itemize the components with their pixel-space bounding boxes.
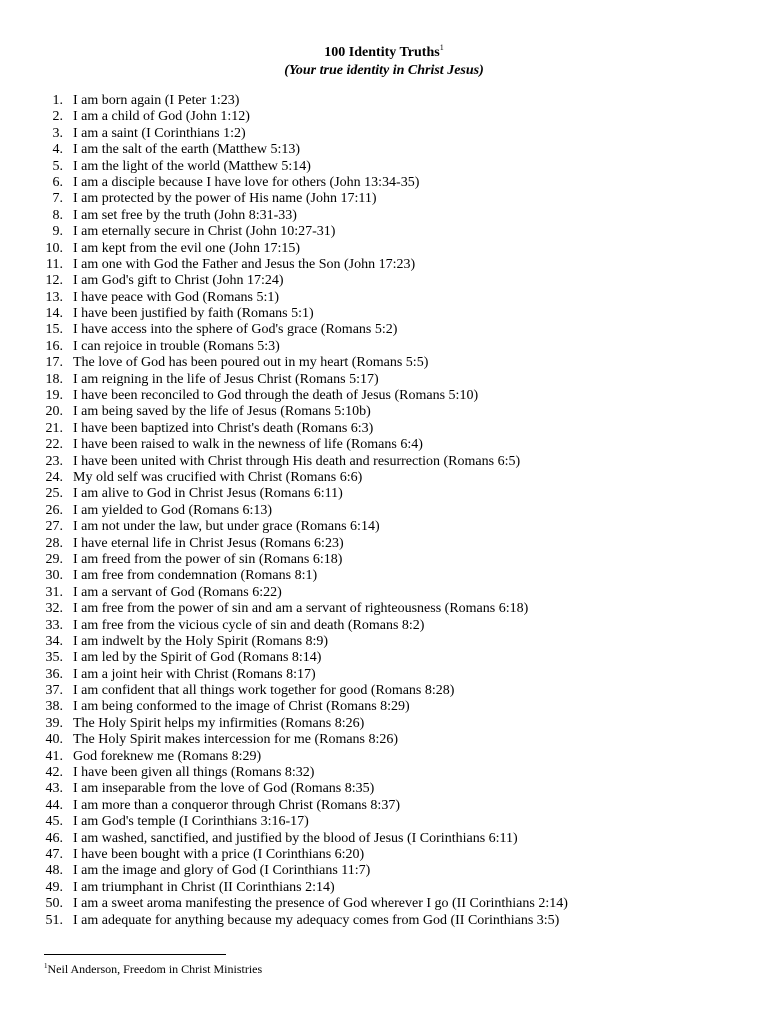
item-number: 36. [45, 666, 63, 682]
item-number: 29. [45, 551, 63, 567]
list-item [0, 585, 768, 601]
item-text: I have been given all things (Romans 8:32) [73, 765, 315, 781]
list-item [0, 618, 768, 634]
item-text: The Holy Spirit makes intercession for me (Romans 8:26) [73, 732, 399, 748]
item-text: I have been baptized into Christ's death (Romans 6:3) [73, 420, 374, 436]
item-number: 41. [45, 748, 63, 764]
item-number: 5. [52, 158, 63, 174]
item-text: I am yielded to God (Romans 6:13) [73, 502, 273, 518]
item-number: 38. [45, 699, 63, 715]
list-item [0, 568, 768, 584]
item-text: I have been bought with a price (I Corinthians 6:20) [73, 846, 365, 862]
item-number: 27. [45, 519, 63, 535]
footnote [44, 961, 262, 977]
list-item [0, 93, 768, 109]
list-item [0, 913, 768, 929]
list-item [0, 437, 768, 453]
item-text: I am free from the vicious cycle of sin and death (Romans 8:2) [73, 617, 425, 633]
list-item [0, 601, 768, 617]
list-item [0, 388, 768, 404]
page-subtitle: (Your true identity in Christ Jesus) [284, 63, 484, 78]
item-text: I am being conformed to the image of Christ (Romans 8:29) [73, 699, 410, 715]
item-text: The Holy Spirit helps my infirmities (Romans 8:26) [73, 715, 365, 731]
item-text: I am the salt of the earth (Matthew 5:13) [73, 142, 301, 158]
item-text: I am freed from the power of sin (Romans 6:18) [73, 551, 343, 567]
item-text: I am confident that all things work together for good (Romans 8:28) [73, 683, 455, 699]
item-text: I am God's gift to Christ (John 17:24) [73, 273, 284, 289]
list-item [0, 503, 768, 519]
item-number: 39. [45, 715, 63, 731]
list-item [0, 322, 768, 338]
item-number: 28. [45, 535, 63, 551]
item-text: God foreknew me (Romans 8:29) [73, 748, 262, 764]
item-number: 47. [45, 846, 63, 862]
item-number: 42. [45, 765, 63, 781]
list-item [0, 175, 768, 191]
list-item [0, 798, 768, 814]
item-number: 50. [45, 896, 63, 912]
item-number: 25. [45, 486, 63, 502]
item-number: 24. [45, 469, 63, 485]
item-number: 16. [45, 338, 63, 354]
item-text: I am one with God the Father and Jesus the Son (John 17:23) [73, 256, 416, 272]
list-item [0, 880, 768, 896]
list-item [0, 208, 768, 224]
list-item [0, 716, 768, 732]
list-item [0, 896, 768, 912]
item-number: 35. [45, 650, 63, 666]
item-text: I am being saved by the life of Jesus (Romans 5:10b) [73, 404, 371, 420]
item-text: I have been raised to walk in the newness of life (Romans 6:4) [73, 437, 423, 453]
item-text: I have been justified by faith (Romans 5:1) [73, 306, 314, 322]
item-number: 46. [45, 830, 63, 846]
item-number: 33. [45, 617, 63, 633]
item-number: 48. [45, 863, 63, 879]
item-number: 3. [52, 125, 63, 141]
list-item [0, 355, 768, 371]
item-number: 14. [45, 306, 63, 322]
list-item [0, 814, 768, 830]
footnote-reference: 1 [439, 43, 444, 52]
item-text: I am adequate for anything because my adequacy comes from God (II Corinthians 3:5) [73, 912, 560, 928]
list-item [0, 732, 768, 748]
list-item [0, 536, 768, 552]
item-number: 9. [52, 224, 63, 240]
item-number: 7. [52, 191, 63, 207]
list-item [0, 863, 768, 879]
list-item [0, 650, 768, 666]
identity-truths-list [0, 93, 768, 929]
item-text: I am eternally secure in Christ (John 10:27-31) [73, 224, 336, 240]
item-number: 11. [46, 256, 63, 272]
item-text: I am a child of God (John 1:12) [73, 109, 250, 125]
title-text: 100 Identity Truths [324, 45, 440, 60]
list-item [0, 404, 768, 420]
item-number: 40. [45, 732, 63, 748]
list-item [0, 749, 768, 765]
item-number: 23. [45, 453, 63, 469]
item-number: 44. [45, 797, 63, 813]
list-item [0, 306, 768, 322]
page-title [0, 44, 768, 62]
list-item [0, 109, 768, 125]
item-number: 43. [45, 781, 63, 797]
item-text: I am God's temple (I Corinthians 3:16-17) [73, 814, 309, 830]
list-item [0, 339, 768, 355]
item-number: 13. [45, 289, 63, 305]
list-item [0, 241, 768, 257]
item-text: I am indwelt by the Holy Spirit (Romans 8:9) [73, 633, 329, 649]
item-text: I am born again (I Peter 1:23) [73, 93, 240, 108]
list-item [0, 781, 768, 797]
list-item [0, 667, 768, 683]
item-text: I have eternal life in Christ Jesus (Romans 6:23) [73, 535, 344, 551]
item-text: My old self was crucified with Christ (Romans 6:6) [73, 469, 363, 485]
list-item [0, 765, 768, 781]
item-text: I am a servant of God (Romans 6:22) [73, 584, 282, 600]
item-number: 21. [45, 420, 63, 436]
footnote-separator [44, 954, 226, 955]
list-item [0, 191, 768, 207]
item-text: I am reigning in the life of Jesus Christ (Romans 5:17) [73, 371, 379, 387]
item-text: I am more than a conqueror through Christ (Romans 8:37) [73, 797, 400, 813]
item-text: I am free from condemnation (Romans 8:1) [73, 568, 318, 584]
item-text: I am a saint (I Corinthians 1:2) [73, 125, 246, 141]
item-text: I am not under the law, but under grace (Romans 6:14) [73, 519, 380, 535]
list-item [0, 470, 768, 486]
item-text: I can rejoice in trouble (Romans 5:3) [73, 338, 280, 354]
list-item [0, 372, 768, 388]
item-number: 18. [45, 371, 63, 387]
item-number: 6. [52, 174, 63, 190]
item-number: 10. [45, 240, 63, 256]
list-item [0, 142, 768, 158]
item-number: 8. [52, 207, 63, 223]
item-number: 4. [52, 142, 63, 158]
list-item [0, 159, 768, 175]
item-text: I am a disciple because I have love for others (John 13:34-35) [73, 174, 420, 190]
list-item [0, 831, 768, 847]
item-number: 31. [45, 584, 63, 600]
item-text: I am a joint heir with Christ (Romans 8:17) [73, 666, 316, 682]
item-number: 30. [45, 568, 63, 584]
item-number: 26. [45, 502, 63, 518]
item-number: 1. [52, 93, 63, 108]
footnote-text: Neil Anderson, Freedom in Christ Ministries [47, 962, 263, 976]
item-number: 17. [45, 355, 63, 371]
item-text: I am the light of the world (Matthew 5:14) [73, 158, 311, 174]
item-number: 45. [45, 814, 63, 830]
item-number: 20. [45, 404, 63, 420]
item-number: 34. [45, 633, 63, 649]
footnote-mark: 1 [44, 962, 48, 970]
item-text: I am the image and glory of God (I Corinthians 11:7) [73, 863, 371, 879]
item-text: I am protected by the power of His name (John 17:11) [73, 191, 377, 207]
item-number: 49. [45, 879, 63, 895]
item-text: I am free from the power of sin and am a servant of righteousness (Romans 6:18) [73, 601, 529, 617]
list-item [0, 634, 768, 650]
item-number: 32. [45, 601, 63, 617]
list-item [0, 699, 768, 715]
list-item [0, 454, 768, 470]
list-item [0, 486, 768, 502]
list-item [0, 421, 768, 437]
item-text: The love of God has been poured out in my heart (Romans 5:5) [73, 355, 429, 371]
item-text: I am kept from the evil one (John 17:15) [73, 240, 301, 256]
list-item [0, 273, 768, 289]
item-number: 15. [45, 322, 63, 338]
item-number: 51. [45, 912, 63, 928]
item-text: I am alive to God in Christ Jesus (Romans 6:11) [73, 486, 343, 502]
item-text: I have peace with God (Romans 5:1) [73, 289, 280, 305]
item-text: I have been reconciled to God through the death of Jesus (Romans 5:10) [73, 388, 479, 404]
item-text: I am set free by the truth (John 8:31-33) [73, 207, 297, 223]
list-item [0, 290, 768, 306]
item-number: 2. [52, 109, 63, 125]
item-number: 12. [45, 273, 63, 289]
list-item [0, 552, 768, 568]
list-item [0, 257, 768, 273]
item-text: I am a sweet aroma manifesting the presence of God wherever I go (II Corinthians 2:14) [73, 896, 568, 912]
item-number: 37. [45, 683, 63, 699]
item-text: I have access into the sphere of God's grace (Romans 5:2) [73, 322, 398, 338]
list-item [0, 519, 768, 535]
list-item [0, 224, 768, 240]
item-text: I am washed, sanctified, and justified by the blood of Jesus (I Corinthians 6:11) [73, 830, 518, 846]
list-item [0, 847, 768, 863]
item-text: I have been united with Christ through His death and resurrection (Romans 6:5) [73, 453, 521, 469]
item-number: 19. [45, 388, 63, 404]
item-text: I am inseparable from the love of God (Romans 8:35) [73, 781, 375, 797]
list-item [0, 126, 768, 142]
item-text: I am triumphant in Christ (II Corinthians 2:14) [73, 879, 335, 895]
item-number: 22. [45, 437, 63, 453]
item-text: I am led by the Spirit of God (Romans 8:14) [73, 650, 322, 666]
list-item [0, 683, 768, 699]
